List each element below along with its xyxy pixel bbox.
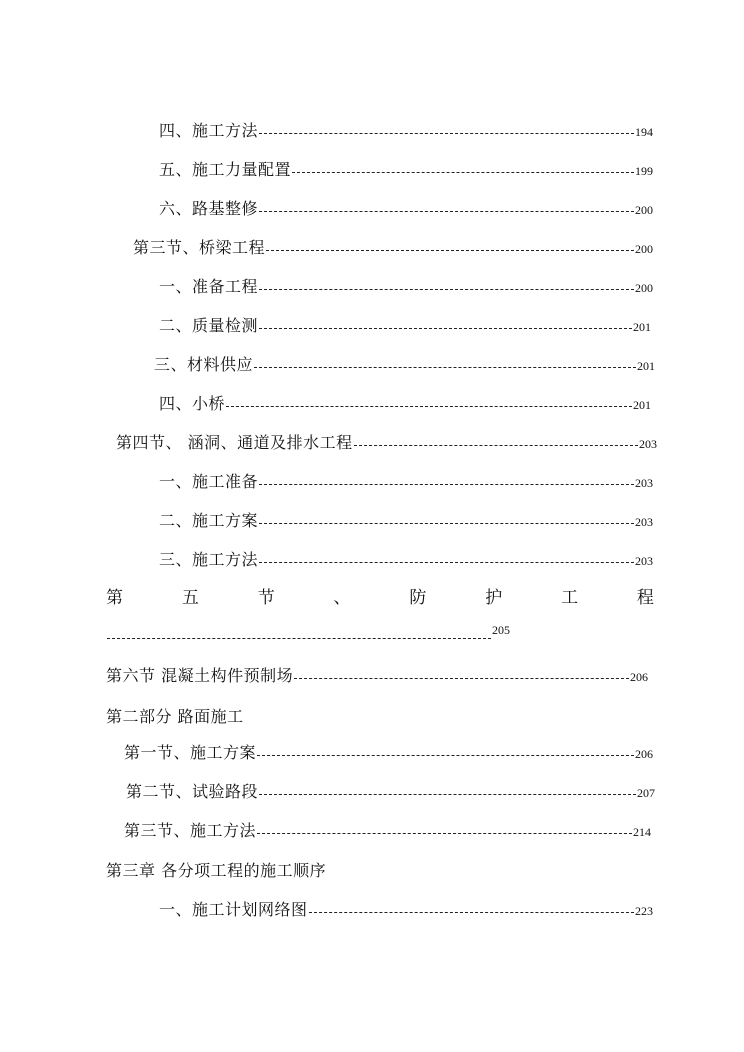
- title-char: 程: [636, 588, 654, 608]
- toc-title: 一、施工计划网络图: [159, 900, 308, 919]
- title-char: 工: [561, 588, 579, 608]
- toc-page: 200: [635, 203, 653, 217]
- toc-title: 五、施工力量配置: [159, 160, 292, 179]
- toc-title: 第三节、施工方法: [124, 821, 257, 840]
- toc-page: 203: [635, 554, 653, 568]
- toc-entry[interactable]: [159, 897, 653, 921]
- leader-dots: [259, 793, 636, 795]
- leader-dots: [259, 483, 634, 485]
- toc-page: 214: [633, 825, 651, 839]
- part-heading: 第二部分 路面施工: [106, 707, 244, 726]
- toc-title: 二、施工方案: [159, 511, 259, 530]
- leader-dots: [309, 911, 634, 913]
- toc-entry[interactable]: [159, 508, 653, 532]
- toc-page: 199: [635, 164, 653, 178]
- title-char: 、: [333, 588, 351, 608]
- toc-page: 223: [635, 904, 653, 918]
- toc-title: 第六节 混凝土构件预制场: [106, 666, 294, 685]
- title-char: 防: [409, 588, 427, 608]
- leader-dots: [107, 637, 491, 639]
- toc-page: 200: [635, 242, 653, 256]
- toc-entry[interactable]: [159, 469, 653, 493]
- toc-title: 三、材料供应: [154, 355, 254, 374]
- leader-dots: [257, 754, 634, 756]
- toc-page: 206: [630, 670, 648, 684]
- chapter-heading: 第三章 各分项工程的施工顺序: [106, 861, 327, 880]
- toc-page: 200: [635, 281, 653, 295]
- toc-title: 一、施工准备: [159, 472, 259, 491]
- leader-dots: [354, 444, 638, 446]
- leader-dots: [259, 132, 634, 134]
- toc-entry[interactable]: [159, 157, 653, 181]
- toc-page: 201: [633, 398, 651, 412]
- toc-entry[interactable]: [159, 313, 651, 337]
- toc-page: 203: [635, 476, 653, 490]
- leader-dots: [259, 210, 634, 212]
- toc-page: 203: [635, 515, 653, 529]
- toc-entry-continuation[interactable]: [106, 623, 510, 647]
- toc-title: 二、质量检测: [159, 316, 259, 335]
- toc-title: 第一节、施工方案: [124, 743, 257, 762]
- toc-title: 第二节、试验路段: [126, 782, 259, 801]
- leader-dots: [226, 405, 632, 407]
- toc-entry[interactable]: [106, 663, 648, 687]
- leader-dots: [259, 522, 634, 524]
- toc-entry[interactable]: [124, 818, 651, 842]
- toc-page: 207: [637, 786, 655, 800]
- leader-dots: [259, 327, 632, 329]
- toc-entry[interactable]: [159, 547, 653, 571]
- leader-dots: [259, 561, 634, 563]
- leader-dots: [266, 249, 634, 251]
- toc-entry[interactable]: [154, 352, 655, 376]
- toc-entry[interactable]: [159, 274, 653, 298]
- toc-page: 201: [633, 320, 651, 334]
- title-char: 第: [106, 588, 123, 608]
- title-char: 五: [181, 588, 199, 608]
- toc-entry[interactable]: [116, 430, 657, 454]
- toc-title: 三、施工方法: [159, 550, 259, 569]
- leader-dots: [254, 366, 636, 368]
- toc-title: 第三节、桥梁工程: [133, 238, 266, 257]
- title-char: 护: [485, 588, 503, 608]
- leader-dots: [294, 677, 629, 679]
- title-char: 节: [257, 588, 275, 608]
- toc-page: 201: [637, 359, 655, 373]
- leader-dots: [292, 171, 634, 173]
- toc-entry[interactable]: [159, 196, 653, 220]
- toc-page: 205: [492, 623, 510, 637]
- toc-title: 一、准备工程: [159, 277, 259, 296]
- toc-page: 203: [639, 437, 657, 451]
- toc-entry[interactable]: [126, 779, 655, 803]
- toc-title: 四、小桥: [159, 394, 226, 413]
- toc-title: 第四节、 涵洞、通道及排水工程: [116, 433, 353, 452]
- toc-entry[interactable]: [133, 235, 653, 259]
- toc-entry[interactable]: [159, 118, 653, 142]
- leader-dots: [257, 832, 632, 834]
- toc-entry-justified-title[interactable]: [106, 583, 654, 607]
- toc-entry[interactable]: [159, 391, 651, 415]
- toc-title: 六、路基整修: [159, 199, 259, 218]
- toc-page: 206: [635, 747, 653, 761]
- toc-title: 四、施工方法: [159, 121, 259, 140]
- toc-entry[interactable]: [124, 740, 653, 764]
- toc-page: 194: [635, 125, 653, 139]
- leader-dots: [259, 288, 634, 290]
